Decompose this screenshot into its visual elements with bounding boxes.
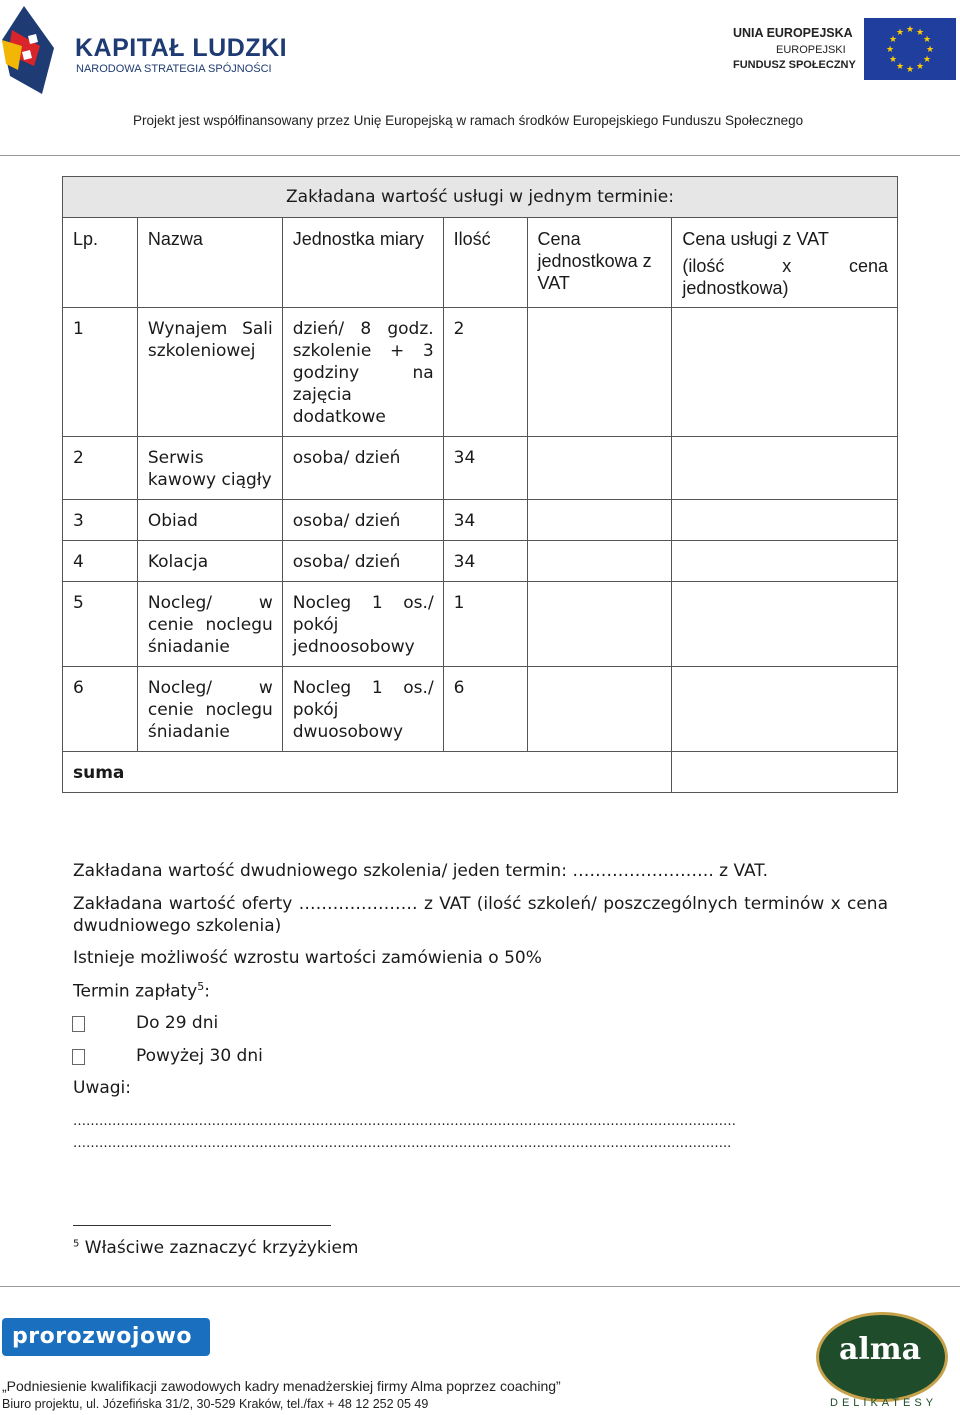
footer-divider [0, 1286, 960, 1287]
cell-jednostka: Nocleg 1 os./ pokój jednoosobowy [282, 582, 443, 667]
cell-jednostka: osoba/ dzień [282, 500, 443, 541]
svg-text:★: ★ [925, 45, 935, 55]
footer-address: Biuro projektu, ul. Józefińska 31/2, 30-529 Kraków, tel./fax + 48 12 252 05 49 [2, 1397, 429, 1411]
sum-value-cell[interactable] [672, 752, 898, 793]
cell-cena[interactable] [527, 667, 672, 752]
sum-label: suma [63, 752, 672, 793]
cell-cena[interactable] [527, 500, 672, 541]
cell-nazwa: Kolacja [137, 541, 282, 582]
cell-jednostka: osoba/ dzień [282, 541, 443, 582]
table-row [63, 500, 898, 541]
kl-title: KAPITAŁ LUDZKI [75, 34, 288, 62]
term-option2-label: Powyżej 30 dni [136, 1046, 263, 1066]
term-option1-checkbox[interactable] [72, 1016, 85, 1032]
cell-cena-uslugi[interactable] [672, 582, 898, 667]
cell-jednostka: dzień/ 8 godz. szkolenie + 3 godziny na zajęcia dodatkowe [282, 308, 443, 437]
eu-line3: FUNDUSZ SPOŁECZNY [733, 59, 856, 71]
header-lp: Lp. [63, 218, 138, 308]
cell-cena[interactable] [527, 437, 672, 500]
uwagi-label: Uwagi: [73, 1078, 132, 1098]
uwagi-dots-line2[interactable]: …………………………………………………………………………………………………………………………………….. [73, 1136, 732, 1151]
cell-ilosc: 34 [443, 500, 527, 541]
alma-logo-tagline: DELIKATESY [830, 1397, 938, 1409]
cell-nazwa: Wynajem Sali szkoleniowej [137, 308, 282, 437]
svg-text:★: ★ [922, 55, 932, 65]
cell-nazwa: Nocleg/ w cenie noclegu śniadanie [137, 667, 282, 752]
cell-cena-uslugi[interactable] [672, 437, 898, 500]
svg-text:★: ★ [895, 62, 905, 72]
term-option2-checkbox[interactable] [72, 1049, 85, 1065]
cell-ilosc: 1 [443, 582, 527, 667]
footnote-divider [73, 1225, 331, 1226]
header-divider [0, 155, 960, 156]
cell-cena-uslugi[interactable] [672, 667, 898, 752]
header-jednostka: Jednostka miary [282, 218, 443, 308]
table-row [63, 582, 898, 667]
table-row [63, 667, 898, 752]
kl-subtitle: NARODOWA STRATEGIA SPÓJNOŚCI [76, 63, 272, 75]
svg-text:★: ★ [922, 35, 932, 45]
svg-text:★: ★ [885, 45, 895, 55]
cell-lp: 5 [63, 582, 138, 667]
cell-lp: 1 [63, 308, 138, 437]
footnote [73, 1238, 358, 1258]
header-ilosc: Ilość [443, 218, 527, 308]
value-per-training-line: Zakładana wartość dwudniowego szkolenia/ jeden termin: ……………………. z VAT. [73, 861, 769, 881]
cell-cena[interactable] [527, 541, 672, 582]
eu-line2: EUROPEJSKI [776, 44, 846, 56]
cell-jednostka: osoba/ dzień [282, 437, 443, 500]
svg-text:★: ★ [888, 35, 898, 45]
uwagi-dots-line1[interactable]: ……………………………………………………………………………………………………………………………………… [73, 1114, 736, 1129]
footnote-text: Właściwe zaznaczyć krzyżykiem [84, 1238, 359, 1258]
table-row [63, 308, 898, 437]
cell-cena-uslugi[interactable] [672, 541, 898, 582]
sum-row [63, 752, 898, 793]
svg-text:★: ★ [895, 28, 905, 38]
header-nazwa: Nazwa [137, 218, 282, 308]
cell-ilosc: 34 [443, 541, 527, 582]
header-cena: Cena jednostkowa z VAT [527, 218, 672, 308]
prorozwojowo-logo: prorozwojowo [2, 1318, 210, 1356]
svg-text:★: ★ [905, 25, 915, 35]
cell-cena-uslugi[interactable] [672, 500, 898, 541]
cell-jednostka: Nocleg 1 os./ pokój dwuosobowy [282, 667, 443, 752]
header-cena-uslugi-label: Cena usługi z VAT [682, 229, 829, 249]
table-row [63, 541, 898, 582]
eu-flag-icon [864, 18, 956, 80]
svg-text:★: ★ [915, 28, 925, 38]
table-title: Zakładana wartość usługi w jednym terminie: [63, 177, 898, 218]
cell-cena-uslugi[interactable] [672, 308, 898, 437]
header-cena-uslugi-note: (ilość x cena jednostkowa) [682, 256, 888, 298]
cell-nazwa: Obiad [137, 500, 282, 541]
kapital-ludzki-emblem-icon [2, 6, 64, 94]
svg-text:★: ★ [905, 65, 915, 75]
svg-text:★: ★ [915, 62, 925, 72]
payment-term-footnote-ref: 5 [197, 980, 205, 993]
payment-term-colon: : [204, 981, 210, 1002]
cell-lp: 4 [63, 541, 138, 582]
cell-lp: 3 [63, 500, 138, 541]
increase-possibility-line: Istnieje możliwość wzrostu wartości zamówienia o 50% [73, 948, 542, 968]
cell-cena[interactable] [527, 308, 672, 437]
offer-value-line: Zakładana wartość oferty ………………… z VAT (ilość szkoleń/ poszczególnych terminów x cena dwudniowego szkolenia) [73, 894, 888, 936]
cell-cena[interactable] [527, 582, 672, 667]
alma-logo-text: alma [838, 1332, 922, 1367]
eu-line1: UNIA EUROPEJSKA [733, 26, 853, 40]
cell-nazwa: Serwis kawowy ciągły [137, 437, 282, 500]
cell-lp: 6 [63, 667, 138, 752]
table-header-row [63, 218, 898, 308]
payment-term-label [73, 980, 210, 1002]
pricing-table [62, 176, 898, 793]
cell-lp: 2 [63, 437, 138, 500]
payment-term-text: Termin zapłaty [73, 981, 198, 1002]
table-row [63, 437, 898, 500]
cell-ilosc: 2 [443, 308, 527, 437]
footer-project-title: „Podniesienie kwalifikacji zawodowych kadry menadżerskiej firmy Alma poprzez coaching” [2, 1378, 561, 1394]
project-cofinancing-line: Projekt jest współfinansowany przez Unię Europejską w ramach środków Europejskiego Funduszu Społecznego [133, 113, 804, 128]
cell-nazwa: Nocleg/ w cenie noclegu śniadanie [137, 582, 282, 667]
cell-ilosc: 6 [443, 667, 527, 752]
header-cena-uslugi [672, 218, 898, 308]
svg-text:★: ★ [888, 55, 898, 65]
cell-ilosc: 34 [443, 437, 527, 500]
footnote-number: 5 [73, 1238, 80, 1250]
term-option1-label: Do 29 dni [136, 1013, 219, 1033]
